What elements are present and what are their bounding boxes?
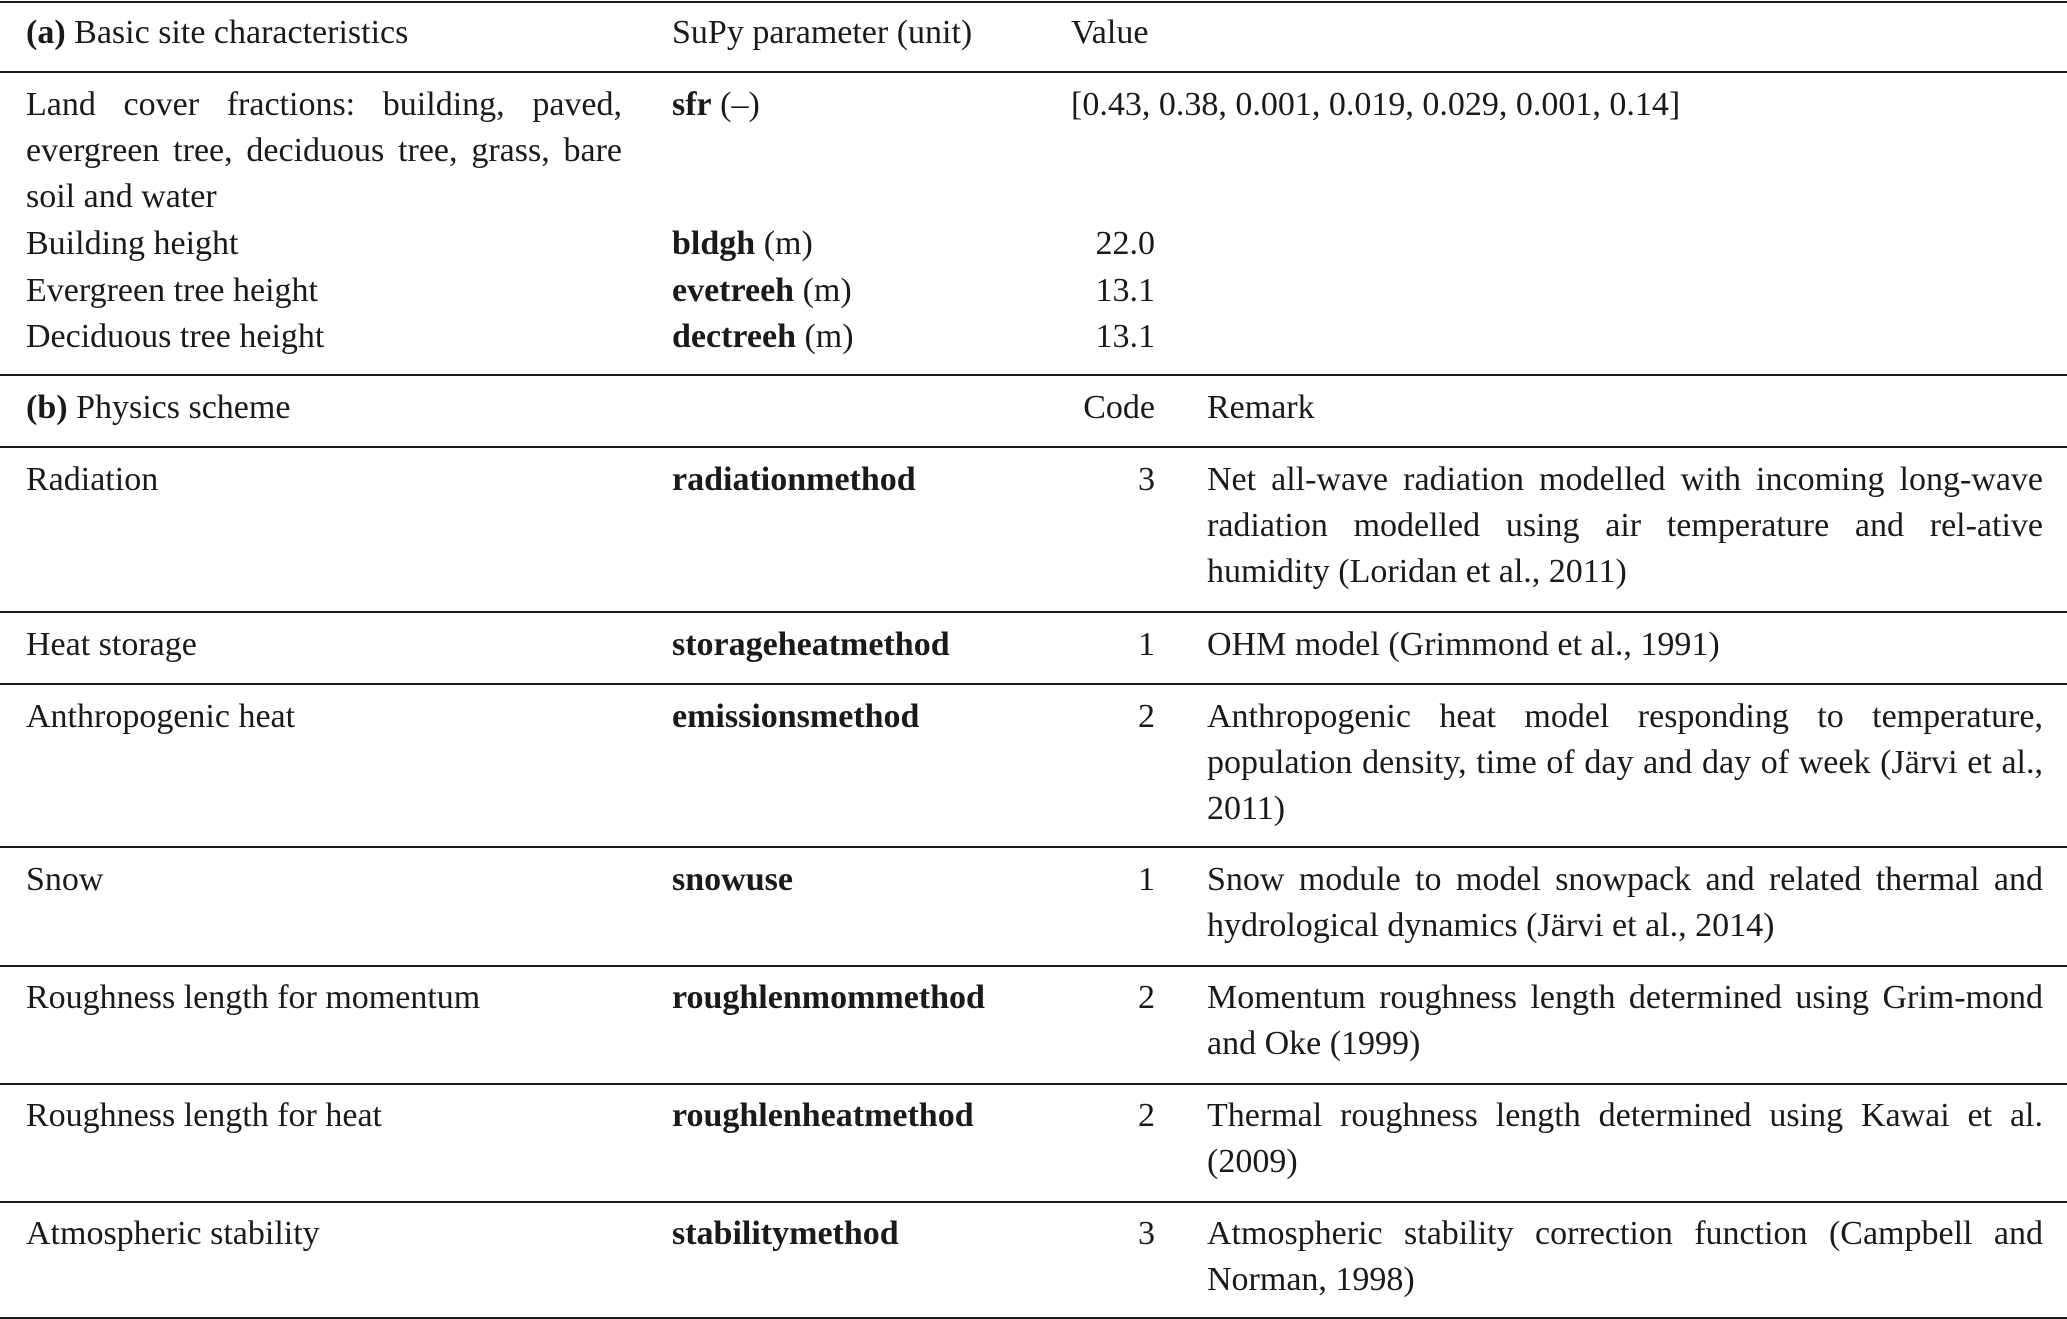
row-b0-param: radiationmethod xyxy=(672,461,916,498)
row-b5-label: Roughness length for heat xyxy=(26,1097,382,1134)
row-a1-param xyxy=(672,221,813,267)
row-a1-param-unit: (m) xyxy=(755,225,813,262)
row-a0-value: [0.43, 0.38, 0.001, 0.019, 0.029, 0.001, 0.14] xyxy=(1071,86,1681,123)
header-b-marker: (b) xyxy=(26,389,68,426)
row-a2-value: 13.1 xyxy=(1095,272,1155,309)
header-b-code: Code xyxy=(1083,389,1155,426)
header-a-label xyxy=(26,10,408,56)
header-a-param: SuPy parameter (unit) xyxy=(672,14,973,51)
row-b1-param: storageheatmethod xyxy=(672,626,950,663)
rule-after-anthropogenic xyxy=(0,846,2067,848)
row-a0-param-unit: (–) xyxy=(711,86,760,123)
row-b6-label: Atmospheric stability xyxy=(26,1215,320,1252)
rule-after-momentum xyxy=(0,1083,2067,1085)
rule-after-heat-storage xyxy=(0,683,2067,685)
row-b4-remark: Momentum roughness length determined using Grim-mond and Oke (1999) xyxy=(1207,979,2043,1062)
row-b3-code: 1 xyxy=(1138,861,1155,898)
rule-header-b xyxy=(0,446,2067,448)
header-a-title: Basic site characteristics xyxy=(65,14,409,51)
row-b0-code: 3 xyxy=(1138,461,1155,498)
row-b2-param: emissionsmethod xyxy=(672,698,920,735)
rule-after-snow xyxy=(0,965,2067,967)
row-a1-value: 22.0 xyxy=(1095,225,1155,262)
header-b-label xyxy=(26,385,290,431)
row-b3-label: Snow xyxy=(26,861,104,898)
row-b6-code: 3 xyxy=(1138,1215,1155,1252)
row-b3-remark: Snow module to model snowpack and related thermal and hydrological dynamics (Järvi et al., 2014) xyxy=(1207,861,2043,944)
header-a-marker: (a) xyxy=(26,14,66,51)
row-b0-label: Radiation xyxy=(26,461,159,498)
row-a3-param xyxy=(672,314,854,360)
header-a-value: Value xyxy=(1071,14,1149,51)
row-a1-param-name: bldgh xyxy=(672,225,756,262)
rule-after-heat xyxy=(0,1201,2067,1203)
row-b4-label: Roughness length for momentum xyxy=(26,979,481,1016)
rule-after-radiation xyxy=(0,611,2067,613)
row-b6-remark: Atmospheric stability correction function (Campbell and Norman, 1998) xyxy=(1207,1215,2043,1298)
row-b2-remark: Anthropogenic heat model responding to temperature, population density, time of day and day of week (Järvi et al., 2011) xyxy=(1207,698,2043,827)
row-a0-param xyxy=(672,82,760,128)
row-a2-param-name: evetreeh xyxy=(672,272,795,309)
row-b2-code: 2 xyxy=(1138,698,1155,735)
header-b-title: Physics scheme xyxy=(67,389,291,426)
rule-header-a xyxy=(0,71,2067,73)
rule-section-b xyxy=(0,374,2067,376)
row-b5-code: 2 xyxy=(1138,1097,1155,1134)
row-a0-param-name: sfr xyxy=(672,86,712,123)
row-b4-code: 2 xyxy=(1138,979,1155,1016)
row-b4-param: roughlenmommethod xyxy=(672,979,985,1016)
row-a3-param-name: dectreeh xyxy=(672,318,796,355)
row-a3-param-unit: (m) xyxy=(795,318,854,355)
row-a1-label: Building height xyxy=(26,225,239,262)
row-a2-label: Evergreen tree height xyxy=(26,272,319,309)
row-b1-remark: OHM model (Grimmond et al., 1991) xyxy=(1207,626,1720,663)
header-b-remark: Remark xyxy=(1207,389,1315,426)
row-a2-param-unit: (m) xyxy=(794,272,852,309)
row-b5-remark: Thermal roughness length determined using Kawai et al. (2009) xyxy=(1207,1097,2043,1180)
row-b5-param: roughlenheatmethod xyxy=(672,1097,974,1134)
row-b0-remark: Net all-wave radiation modelled with incoming long-wave radiation modelled using air temperature and rel-ative humidity (Loridan et al., 2011) xyxy=(1207,461,2043,590)
row-a2-param xyxy=(672,268,852,314)
row-b2-label: Anthropogenic heat xyxy=(26,698,296,735)
row-a3-value: 13.1 xyxy=(1095,318,1155,355)
row-b1-label: Heat storage xyxy=(26,626,197,663)
row-b3-param: snowuse xyxy=(672,861,793,898)
rule-top xyxy=(0,1,2067,3)
row-b1-code: 1 xyxy=(1138,626,1155,663)
row-b6-param: stabilitymethod xyxy=(672,1215,899,1252)
row-a0-label: Land cover fractions: building, paved, evergreen tree, deciduous tree, grass, bare soil and water xyxy=(26,86,622,215)
row-a3-label: Deciduous tree height xyxy=(26,318,325,355)
